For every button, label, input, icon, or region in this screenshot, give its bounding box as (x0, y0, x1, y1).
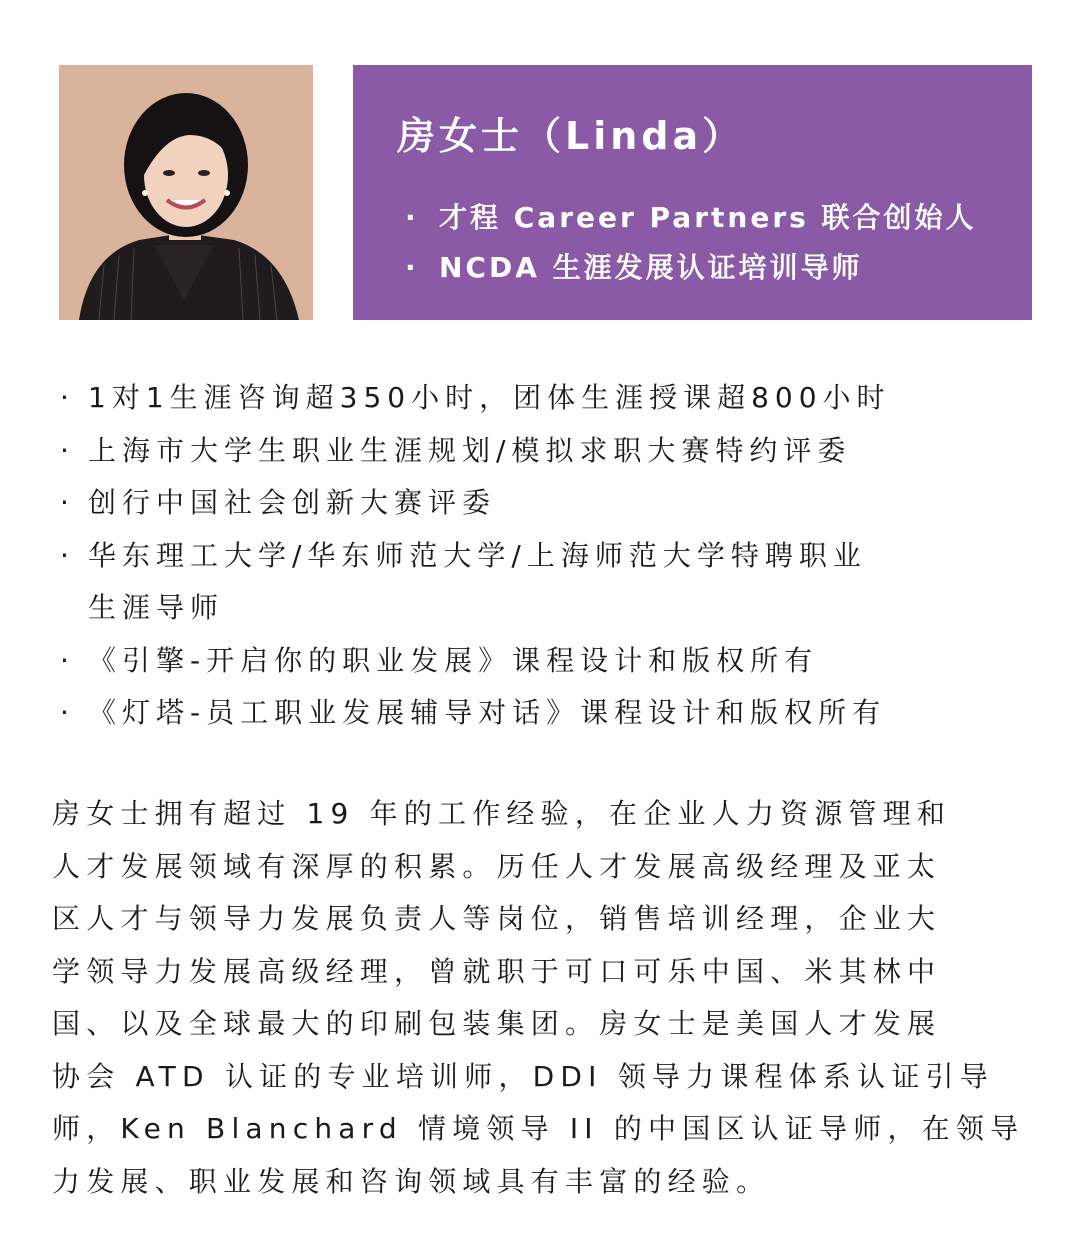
profile-name: 房女士（Linda） (397, 114, 745, 158)
bio-line: 房女士拥有超过 19 年的工作经验，在企业人力资源管理和 (52, 797, 952, 830)
credential-text: 1对1生涯咨询超350小时，团体生涯授课超800小时 (88, 381, 891, 414)
profile-title-item (405, 193, 977, 243)
credential-item (60, 477, 988, 530)
bio-line: 学领导力发展高级经理，曾就职于可口可乐中国、米其林中 (52, 954, 942, 988)
bullet: · (405, 201, 419, 234)
bio-line: 人才发展领域有深厚的积累。历任人才发展高级经理及亚太 (52, 849, 942, 883)
bio-line: 区人才与领导力发展负责人等岗位，销售培训经理，企业大 (52, 902, 942, 935)
profile-photo (59, 65, 313, 320)
profile-title-item (405, 243, 977, 293)
bio-line: 力发展、职业发展和咨询领域具有丰富的经验。 (52, 1164, 771, 1198)
credential-item (60, 687, 988, 740)
credential-item (60, 372, 988, 425)
credential-text-continuation: 生涯导师 (88, 591, 225, 624)
credentials-list (60, 372, 988, 740)
bio-paragraph (52, 788, 1042, 1208)
credential-text: 《引擎-开启你的职业发展》课程设计和版权所有 (88, 643, 819, 677)
credential-text: 上海市大学生职业生涯规划/模拟求职大赛特约评委 (88, 433, 852, 467)
bullet: · (405, 251, 419, 284)
bio-line: 国、以及全球最大的印刷包装集团。房女士是美国人才发展 (52, 1007, 942, 1040)
bullet: · (60, 486, 75, 519)
profile-header (353, 65, 1032, 320)
credential-item (60, 635, 988, 688)
credential-text: 创行中国社会创新大赛评委 (88, 486, 497, 519)
bio-line: 师，Ken Blanchard 情境领导 II 的中国区认证导师，在领导 (52, 1112, 1025, 1145)
profile-title-text: 才程 Career Partners 联合创始人 (439, 201, 977, 234)
bullet: · (60, 433, 75, 467)
bio-line: 协会 ATD 认证的专业培训师，DDI 领导力课程体系认证引导 (52, 1059, 994, 1093)
profile-title-text: NCDA 生涯发展认证培训导师 (439, 251, 863, 284)
credential-item (60, 425, 988, 478)
bullet: · (60, 381, 75, 414)
bullet: · (60, 538, 75, 572)
credential-text: 华东理工大学/华东师范大学/上海师范大学特聘职业 (88, 538, 867, 572)
profile-titles (405, 193, 977, 293)
bullet: · (60, 696, 75, 729)
credential-text: 《灯塔-员工职业发展辅导对话》课程设计和版权所有 (88, 696, 887, 729)
credential-item (60, 530, 988, 635)
bullet: · (60, 643, 75, 677)
